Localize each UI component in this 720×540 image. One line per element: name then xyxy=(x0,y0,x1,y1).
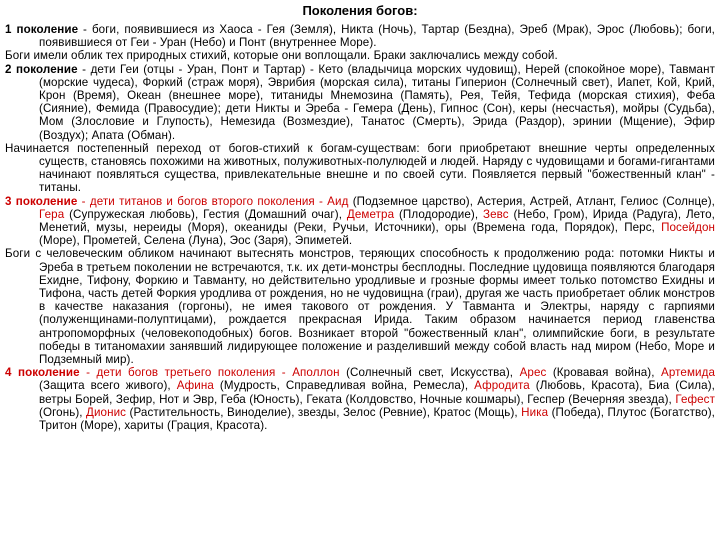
god-dionysus: Дионис xyxy=(86,405,127,419)
god-hera: Гера xyxy=(39,207,65,221)
god-zeus: Зевс xyxy=(482,207,509,221)
god-demeter: Деметра xyxy=(346,207,395,221)
note-3-paragraph: Боги с человеческим обликом начинают вытеснять монстров, теряющих способность к продолжению рода: потомки Никты и Эреба в третьем поколении не встречаются, т.к. их дети-монстры бесплодны. Последние цудовища появляются благодаря Ехидне, Тифону, Форкию и Тавманту, но действительно уродливые и грозные формы имеет только потомство Ехидны и Тифона, часть детей Форкия уродлива от рождения, но не чудовищна (граи), другая же часть приобретает облик монстров в качестве наказания (горгоны), не имея такового от рождения. У Тавманта и Электры, наряду с гарпиями (полуженщинами-полуптицами), рождается прекрасная Ирида. Таким образом начинается период главенства антропоморфных (человекоподобных) богов. Возникает второй "божественный клан", олимпийские боги, в результате победы в титаномахии занявший лидирующее положение и разделивший между собой власть над миром (Небо, Море и Подземный мир). xyxy=(5,247,715,367)
generation-4-paragraph xyxy=(5,366,715,432)
generation-3-text-2: (Супружеская любовь), Гестия (Домашний очаг), xyxy=(64,207,347,221)
generation-4-intro: - дети богов третьего поколения - Аполлон xyxy=(79,366,340,380)
generation-4-text-7: (Растительность, Виноделие), звезды, Зелос (Ревние), Кратос (Мощь), xyxy=(126,405,522,419)
generation-4-text-3: (Защита всего живого), xyxy=(39,379,177,393)
generation-3-text-4: (Небо, Гром), Ирида (Радуга), Лето, Менетий, музы, нереиды (Моря), океаниды (Реки, Ручьи, Источники), оры (Времена года, Порядок), Перс, xyxy=(39,207,715,235)
generation-1-label: 1 поколение xyxy=(5,23,79,36)
page-title: Поколения богов: xyxy=(302,3,418,18)
generation-1-paragraph xyxy=(5,23,715,49)
generation-4-text-2: (Кровавая война), xyxy=(546,366,661,380)
generation-1-text: - боги, появившиеся из Хаоса - Гея (Земля), Никта (Ночь), Тартар (Бездна), Эреб (Мрак), Эрос (Любовь); боги, появившиеся от Геи - Уран (Небо) и Понт (внутреннее Море). xyxy=(39,23,715,50)
generation-3-label: 3 поколение xyxy=(5,194,78,208)
generation-4-text-5: (Любовь, Красота), Биа (Сила), ветры Борей, Зефир, Нот и Эвр, Геба (Юность), Геката (Колдовство, Ночные кошмары), Геспер (Вечерняя звезда), xyxy=(39,379,715,406)
generation-4-text-4: (Мудрость, Справедливая война, Ремесла), xyxy=(213,379,475,393)
god-artemis: Артемида xyxy=(660,366,715,380)
generation-4-text-1: (Солнечный свет, Искусства), xyxy=(339,366,520,380)
god-athena: Афина xyxy=(176,379,214,393)
generation-3-paragraph xyxy=(5,195,715,248)
generation-3-text-1: (Подземное царство), Астерия, Астрей, Атлант, Гелиос (Солнце), xyxy=(348,194,715,208)
generation-2-paragraph xyxy=(5,63,715,142)
note-1-paragraph: Боги имели облик тех природных стихий, которые они воплощали. Браки заключались между собой. xyxy=(5,49,558,63)
generation-4-text-8: (Победа), Плутос (Богатство), Тритон (Море), хариты (Грация, Красота). xyxy=(39,405,715,433)
generation-4-label: 4 поколение xyxy=(5,366,80,380)
god-poseidon: Посейдон xyxy=(661,221,715,235)
god-hephaestus: Гефест xyxy=(675,392,715,406)
note-2-paragraph: Начинается постепенный переход от богов-стихий к богам-существам: боги приобретают внешние черты определенных существ, становясь похожими на животных, полуживотных-полулюдей и людей. Наряду с чудовищами и богами-гигантами начинают появляться существа, привлекательные внешне и по своей сути. Появляется первый "божественный клан" - титаны. xyxy=(5,141,715,195)
god-nike: Ника xyxy=(521,405,549,419)
god-aphrodite: Афродита xyxy=(474,379,530,393)
generation-3-intro: - дети титанов и богов второго поколения - Аид xyxy=(77,194,349,208)
generation-4-text-6: (Огонь), xyxy=(39,405,87,419)
god-ares: Арес xyxy=(519,366,547,380)
generation-2-label: 2 поколение xyxy=(5,62,78,76)
generation-2-text: - дети Геи (отцы - Уран, Понт и Тартар) - Кето (владычица морских чудовищ), Нерей (спокойное море), Тавмант (морские чудеса), Форкий (страж моря), Эврибия (морская сила), титаны Гиперион (Солнечный свет), Иапет, Кой, Крий, Крон (Время), Океан (внешнее море), титаниды Мнемозина (Память), Рея, Тейя, Тефида (морская стихия), Феба (Сияние), Фемида (Правосудие); дети Никты и Эреба - Гемера (День), Гипнос (Сон), керы (несчастья), мойры (Судьба), Мом (Злословие и Глупость), Немезида (Возмездие), Танатос (Смерть), Эрида (Раздор), эринии (Мщение), Эфир (Воздух); Апата (Обман). xyxy=(39,62,715,142)
generation-3-text-3: (Плодородие), xyxy=(394,207,483,221)
generation-3-text-5: (Море), Прометей, Селена (Луна), Эос (Заря), Эпиметей. xyxy=(39,234,353,248)
